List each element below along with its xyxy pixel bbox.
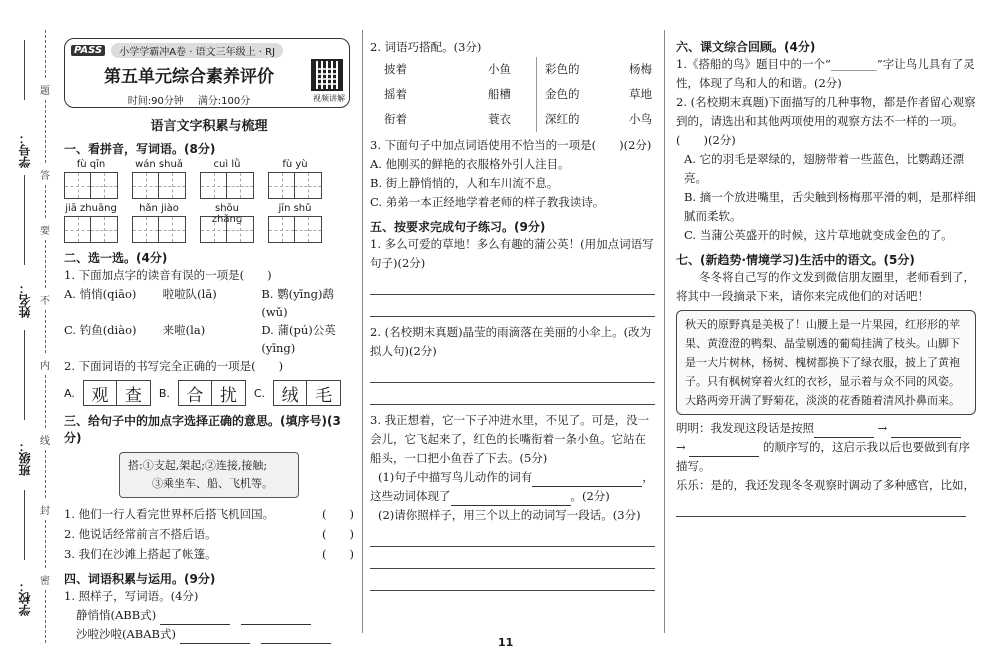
section-3-title: 三、给句子中的加点字选择正确的意思。(填序号)(3分) xyxy=(64,414,341,445)
option[interactable]: C. 弟弟一本正经地学着老师的样子教我读诗。 xyxy=(370,195,605,209)
binding-margin xyxy=(0,0,62,663)
pinyin: wán shuǎ xyxy=(135,159,183,170)
tianzige-box[interactable] xyxy=(64,216,91,243)
answer-line[interactable] xyxy=(370,295,655,317)
question-text: 3. 我正想着，它一下子冲进水里，不见了。可是，没一会儿，它飞起来了，红色的长嘴衔着一条小鱼。它站在船头，一口把小鱼吞了下去。(5分) xyxy=(370,413,650,465)
tianzige-box[interactable] xyxy=(295,216,322,243)
answer-line[interactable] xyxy=(370,525,655,547)
judge-item xyxy=(64,504,354,524)
match-word[interactable]: 摇着 xyxy=(384,87,407,101)
seal-char: 要 xyxy=(40,220,50,239)
section-1-title: 一、看拼音，写词语。(8分) xyxy=(64,142,216,156)
answer-line[interactable] xyxy=(676,495,966,517)
pinyin-row-2 xyxy=(64,203,354,243)
section-7-title: 七、(新趋势·情境学习)生活中的语文。(5分) xyxy=(676,253,915,267)
question-text: 2. 下面词语的书写完全正确的一项是( ) xyxy=(64,359,284,373)
scenario-intro: 冬冬将自己写的作文发到微信朋友圈里，老师看到了，将其中一段摘录下来，请你来完成他们的对话吧！ xyxy=(676,270,975,303)
match-word[interactable]: 披着 xyxy=(384,62,407,76)
pinyin: fù yù xyxy=(282,159,308,170)
option[interactable]: B. 摘一个放进嘴里，舌尖触到杨梅那平滑的刺，是那样细腻而柔软。 xyxy=(684,190,976,223)
option-letter: C. xyxy=(253,386,266,400)
question-text: 1. 下面加点字的读音有误的一项是( ) xyxy=(64,268,272,282)
points-label: 。(2分) xyxy=(570,489,610,503)
tianzige-box[interactable] xyxy=(200,216,227,243)
fill-line xyxy=(24,175,25,265)
answer-paren[interactable]: ( ) xyxy=(322,507,354,521)
char-option-c[interactable] xyxy=(273,380,341,406)
column-middle: 2. 词语巧搭配。(3分) 披着 小鱼 彩色的 杨梅 摇着 船槽 金色的 草地 衔着 蓑衣 深红的 小鸟 3. 下面句子中加点词语使用不恰当的一项是( )(2分) A. 他刚买的鲜艳的衣服格外引人注目。 B. 街上静悄悄的，人和车川流不息。 C. 弟弟一本正经地学着老师的样子教我读诗。 五、按要求完成句子练习。(9分) 1. 多么可爱的草地！多么有趣的蒲公英！(用加点词语写句子)(2分) 2. (名校期末真题)晶莹的雨滴落在美丽的小伞上。(改为拟人句)(2分) 3. 我正想着，它一下子冲进水里，不见了。可是，没一会儿，它飞起来了，红色的长嘴衔着一条小鱼。它站在船头，一口把小鱼吞了下去。(5分) (1)句子中描写鸟儿动作的词有 ， 这些动词体现了 。(2分) (2)请你照样子，用三个以上的动词写一段话。(3分) xyxy=(370,38,655,591)
judge-text: 3. 我们在沙滩上搭起了帐篷。 xyxy=(64,547,217,561)
option[interactable]: A. 它的羽毛是翠绿的，翅膀带着一些蓝色，比鹦鹉还漂亮。 xyxy=(684,152,965,185)
pinyin: jiā zhuāng xyxy=(65,203,117,214)
question-text: (1)句子中描写鸟儿动作的词有 xyxy=(378,470,533,484)
answer-blank[interactable] xyxy=(180,643,250,644)
answer-blank[interactable] xyxy=(689,456,759,457)
question-text: 1.《搭船的鸟》题目中的一个“________”字让鸟儿具有了灵性，体现了鸟和人的和谐。(2分) xyxy=(676,57,975,90)
seal-char: 答 xyxy=(40,165,50,184)
dialogue-text: 明明：我发现这段话是按照 xyxy=(676,421,814,435)
judge-text: 2. 他说话经常前言不搭后语。 xyxy=(64,527,217,541)
dialogue-text: 乐乐：是的，我还发现冬冬观察时调动了多种感官，比如， xyxy=(676,478,975,492)
options-row xyxy=(64,321,354,357)
match-word[interactable]: 彩色的 xyxy=(545,62,580,76)
question-text: 2. (名校期末真题)下面描写的几种事物，都是作者留心观察到的，请选出和其他两项使用的观察方法不一样的一项。( )(2分) xyxy=(676,95,976,147)
section-4-title: 四、词语积累与运用。(9分) xyxy=(64,572,216,586)
definition-line: ③乘坐车、船、飞机等。 xyxy=(152,477,273,490)
char-cell: 扰 xyxy=(212,380,246,406)
match-word[interactable]: 小鸟 xyxy=(629,112,652,126)
seal-char: 密 xyxy=(40,570,50,589)
pinyin: fù qīn xyxy=(76,159,106,170)
label-school: 学校： xyxy=(18,580,32,616)
answer-line[interactable] xyxy=(370,569,655,591)
series-name: 小学学霸冲A卷 · 语文三年级上 · RJ xyxy=(111,43,283,58)
tianzige-box[interactable] xyxy=(64,172,91,199)
options-row xyxy=(64,285,354,321)
match-word[interactable]: 小鱼 xyxy=(488,62,511,76)
example-word: 静悄悄(ABB式) xyxy=(76,608,157,622)
option[interactable]: A. 他刚买的鲜艳的衣服格外引人注目。 xyxy=(370,157,570,171)
section-2-title: 二、选一选。(4分) xyxy=(64,251,168,265)
char-option-b[interactable] xyxy=(178,380,246,406)
label-class: 班级： xyxy=(18,440,32,476)
char-cell: 查 xyxy=(117,380,151,406)
column-left xyxy=(64,38,354,644)
option[interactable]: C. 当蒲公英盛开的时候，这片草地就变成金色的了。 xyxy=(684,228,953,242)
label-student-id: 学号： xyxy=(18,132,32,168)
section-6-title: 六、课文综合回顾。(4分) xyxy=(676,40,816,54)
exam-title: 第五单元综合素养评价 xyxy=(104,67,274,87)
tianzige-box[interactable] xyxy=(132,172,159,199)
fill-line xyxy=(24,40,25,100)
exam-header xyxy=(64,38,350,108)
qr-code-icon[interactable] xyxy=(311,59,343,91)
question-text: 2. (名校期末真题)晶莹的雨滴落在美丽的小伞上。(改为拟人句)(2分) xyxy=(370,325,652,358)
pinyin-row-1 xyxy=(64,159,354,199)
tianzige-box[interactable] xyxy=(91,172,118,199)
pinyin: jīn shǔ xyxy=(278,203,312,214)
seal-dashed-line xyxy=(45,30,46,643)
option-letter: B. xyxy=(158,386,170,400)
match-word[interactable]: 草地 xyxy=(629,87,652,101)
option[interactable]: A. 悄悄(qiāo) xyxy=(64,287,137,301)
match-word[interactable]: 衔着 xyxy=(384,112,407,126)
label-name: 姓名： xyxy=(18,282,32,318)
option[interactable]: B. 鹦(yīng)鹉(wǔ) xyxy=(261,287,335,319)
option[interactable]: 来啦(la) xyxy=(162,323,206,337)
section-5-title: 五、按要求完成句子练习。(9分) xyxy=(370,220,546,234)
qr-label: 视频讲解 xyxy=(313,94,345,103)
option[interactable]: D. 蒲(pú)公英(yīng) xyxy=(261,323,336,355)
char-cell: 绒 xyxy=(273,380,307,406)
tianzige-box[interactable] xyxy=(159,216,186,243)
match-word[interactable]: 蓑衣 xyxy=(488,112,511,126)
column-right: 六、课文综合回顾。(4分) 1.《搭船的鸟》题目中的一个“________”字让鸟儿具有了灵性，体现了鸟和人的和谐。(2分) 2. (名校期末真题)下面描写的几种事物，都是作者留心观察到的，请选出和其他两项使用的观察方法不一样的一项。( )(2分) A. 它的羽毛是翠绿的，翅膀带着一些蓝色，比鹦鹉还漂亮。 B. 摘一个放进嘴里，舌尖触到杨梅那平滑的刺，是那样细腻而柔软。 C. 当蒲公英盛开的时候，这片草地就变成金色的了。 七、(新趋势·情境学习)生活中的语文。(5分) 冬冬将自己写的作文发到微信朋友圈里，老师看到了，将其中一段摘录下来，请你来完成他们的对话吧！ 秋天的原野真是美极了！山腰上是一片果园，红形形的苹果、黄澄澄的鸭梨、晶莹剔透的葡萄挂满了枝头。山脚下是一大片树林，杨树、槐树都换下了绿衣服，披上了黄袍子。只有枫树穿着火红的衣衫，显示着与众不同的风姿。大路两旁开满了野菊花，淡淡的花香随着清风扑鼻而来。 明明：我发现这段话是按照 → → 的顺序写的，这启示我以后也要做到有序描写。 乐乐：是的，我还发现冬冬观察时调动了多种感官，比如， xyxy=(676,38,976,517)
fill-line xyxy=(24,330,25,420)
option[interactable]: 啦啦队(lā) xyxy=(162,287,217,301)
answer-paren[interactable]: ( ) xyxy=(322,527,354,541)
match-word[interactable]: 金色的 xyxy=(545,87,580,101)
dialogue-text: 的顺序写的，这启示我以后也要做到有序描写。 xyxy=(676,440,970,473)
char-option-a[interactable] xyxy=(83,380,151,406)
page-number: 11 xyxy=(498,636,514,649)
tianzige-box[interactable] xyxy=(268,216,295,243)
option-letter: A. xyxy=(64,386,75,400)
match-word[interactable]: 船槽 xyxy=(488,87,511,101)
pinyin: cuì lǜ xyxy=(213,159,241,170)
option[interactable]: B. 街上静悄悄的，人和车川流不息。 xyxy=(370,176,559,190)
judge-item xyxy=(64,544,354,564)
question-text: 1. 多么可爱的草地！多么有趣的蒲公英！(用加点词语写句子)(2分) xyxy=(370,237,654,270)
match-word[interactable]: 杨梅 xyxy=(629,62,652,76)
answer-line[interactable] xyxy=(370,547,655,569)
part-subtitle: 语言文字积累与梳理 xyxy=(150,119,268,134)
definition-line: 搭:①支起,架起;②连接,接触; xyxy=(128,459,268,472)
seal-char: 线 xyxy=(40,430,50,449)
tianzige-box[interactable] xyxy=(268,172,295,199)
judge-text: 1. 他们一行人看完世界杯后搭飞机回国。 xyxy=(64,507,275,521)
word-matching xyxy=(384,57,655,132)
pass-logo: PASS xyxy=(71,45,105,56)
exam-time: 时间:90分钟 xyxy=(127,96,184,107)
excerpt-passage: 秋天的原野真是美极了！山腰上是一片果园，红形形的苹果、黄澄澄的鸭梨、晶莹剔透的葡萄挂满了枝头。山脚下是一大片树林，杨树、槐树都换下了绿衣服，披上了黄袍子。只有枫树穿着火红的衣衫，显示着与众不同的风姿。大路两旁开满了野菊花，淡淡的花香随着清风扑鼻而来。 xyxy=(676,310,976,415)
pinyin: hǎn jiào xyxy=(139,203,179,214)
question-text: 2. 词语巧搭配。(3分) xyxy=(370,40,482,54)
seal-char: 封 xyxy=(40,500,50,519)
answer-line[interactable] xyxy=(370,273,655,295)
example-word: 沙啦沙啦(ABAB式) xyxy=(76,627,176,641)
tianzige-box[interactable] xyxy=(200,172,227,199)
tianzige-box[interactable] xyxy=(295,172,322,199)
answer-line[interactable] xyxy=(370,361,655,383)
tianzige-box[interactable] xyxy=(227,216,254,243)
seal-char: 题 xyxy=(40,80,50,99)
question-text: (2)请你照样子，用三个以上的动词写一段话。(3分) xyxy=(378,508,641,522)
pinyin: shōu zhǎng xyxy=(211,203,243,225)
question-text: 这些动词体现了 xyxy=(370,489,451,503)
answer-line[interactable] xyxy=(370,383,655,405)
char-options-row xyxy=(64,380,354,406)
answer-blank[interactable] xyxy=(261,643,331,644)
exam-score: 满分:100分 xyxy=(197,96,251,107)
tianzige-box[interactable] xyxy=(227,172,254,199)
char-cell: 合 xyxy=(178,380,212,406)
option[interactable]: C. 钓鱼(diào) xyxy=(64,323,137,337)
tianzige-box[interactable] xyxy=(132,216,159,243)
definition-box xyxy=(119,452,299,498)
tianzige-box[interactable] xyxy=(91,216,118,243)
question-text: 1. 照样子，写词语。(4分) xyxy=(64,589,199,603)
tianzige-box[interactable] xyxy=(159,172,186,199)
char-cell: 观 xyxy=(83,380,117,406)
answer-paren[interactable]: ( ) xyxy=(322,547,354,561)
column-divider xyxy=(362,30,363,633)
seal-char: 不 xyxy=(40,290,50,309)
question-text: 3. 下面句子中加点词语使用不恰当的一项是( )(2分) xyxy=(370,138,652,152)
char-cell: 毛 xyxy=(307,380,341,406)
match-word[interactable]: 深红的 xyxy=(545,112,580,126)
fill-line xyxy=(24,490,25,560)
seal-char: 内 xyxy=(40,355,50,374)
judge-item xyxy=(64,524,354,544)
